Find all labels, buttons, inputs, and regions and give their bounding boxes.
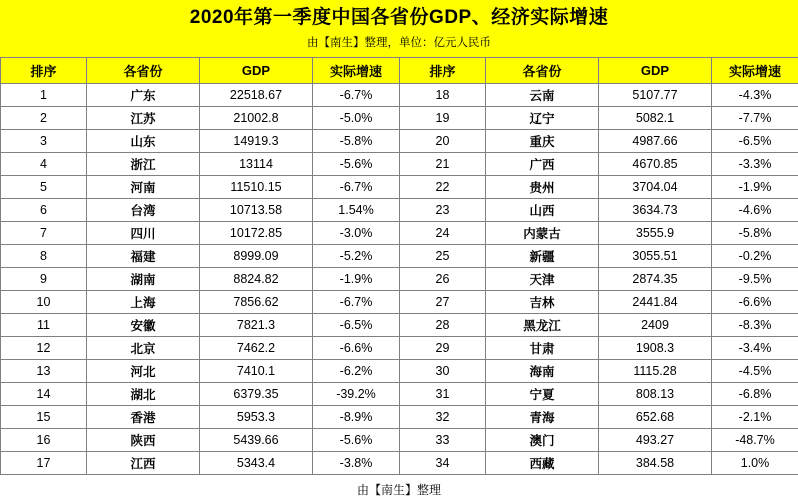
page-title: 2020年第一季度中国各省份GDP、经济实际增速 [0, 6, 798, 30]
cell-gdp-right: 1908.3 [599, 337, 712, 360]
cell-province-left: 福建 [87, 245, 200, 268]
cell-gdp-right: 2409 [599, 314, 712, 337]
cell-growth-right: -4.3% [712, 84, 798, 107]
cell-rank-right: 24 [400, 222, 486, 245]
cell-growth-right: -4.6% [712, 199, 798, 222]
cell-growth-right: -6.5% [712, 130, 798, 153]
cell-rank-left: 1 [1, 84, 87, 107]
cell-gdp-left: 8999.09 [200, 245, 313, 268]
cell-growth-left: -1.9% [313, 268, 400, 291]
cell-province-right: 重庆 [486, 130, 599, 153]
table-row [1, 337, 798, 360]
table-row [1, 107, 798, 130]
table-header-row [1, 58, 798, 84]
cell-province-left: 浙江 [87, 153, 200, 176]
cell-province-right: 澳门 [486, 429, 599, 452]
cell-province-left: 河北 [87, 360, 200, 383]
cell-province-right: 内蒙古 [486, 222, 599, 245]
table-row [1, 130, 798, 153]
subtitle-bar [0, 33, 798, 57]
cell-rank-left: 10 [1, 291, 87, 314]
cell-province-left: 香港 [87, 406, 200, 429]
cell-province-right: 吉林 [486, 291, 599, 314]
cell-growth-right: -3.3% [712, 153, 798, 176]
cell-province-left: 台湾 [87, 199, 200, 222]
cell-growth-right: -9.5% [712, 268, 798, 291]
cell-growth-right: -48.7% [712, 429, 798, 452]
cell-rank-right: 33 [400, 429, 486, 452]
cell-gdp-right: 384.58 [599, 452, 712, 475]
cell-rank-left: 3 [1, 130, 87, 153]
cell-rank-left: 5 [1, 176, 87, 199]
cell-rank-left: 7 [1, 222, 87, 245]
cell-rank-right: 31 [400, 383, 486, 406]
cell-gdp-left: 21002.8 [200, 107, 313, 130]
cell-gdp-left: 5953.3 [200, 406, 313, 429]
cell-province-left: 广东 [87, 84, 200, 107]
cell-rank-left: 14 [1, 383, 87, 406]
cell-growth-right: -3.4% [712, 337, 798, 360]
cell-gdp-left: 5343.4 [200, 452, 313, 475]
cell-rank-left: 4 [1, 153, 87, 176]
cell-province-right: 青海 [486, 406, 599, 429]
cell-rank-left: 9 [1, 268, 87, 291]
cell-gdp-right: 652.68 [599, 406, 712, 429]
table-row [1, 222, 798, 245]
column-header-province-left: 各省份 [87, 58, 200, 84]
cell-gdp-left: 6379.35 [200, 383, 313, 406]
cell-rank-left: 16 [1, 429, 87, 452]
cell-growth-left: -6.5% [313, 314, 400, 337]
cell-rank-right: 27 [400, 291, 486, 314]
cell-rank-left: 2 [1, 107, 87, 130]
column-header-province-right: 各省份 [486, 58, 599, 84]
cell-rank-right: 30 [400, 360, 486, 383]
cell-growth-left: -5.6% [313, 429, 400, 452]
cell-province-left: 上海 [87, 291, 200, 314]
cell-gdp-left: 10713.58 [200, 199, 313, 222]
cell-rank-left: 17 [1, 452, 87, 475]
cell-growth-right: -5.8% [712, 222, 798, 245]
table-row [1, 291, 798, 314]
cell-growth-left: -5.2% [313, 245, 400, 268]
table-body [1, 84, 798, 475]
cell-province-right: 宁夏 [486, 383, 599, 406]
cell-growth-right: -6.8% [712, 383, 798, 406]
cell-growth-left: -5.6% [313, 153, 400, 176]
column-header-rank-left: 排序 [1, 58, 87, 84]
cell-gdp-left: 11510.15 [200, 176, 313, 199]
table-row [1, 153, 798, 176]
cell-province-left: 陕西 [87, 429, 200, 452]
cell-growth-right: -8.3% [712, 314, 798, 337]
table-row [1, 360, 798, 383]
column-header-gdp-left: GDP [200, 58, 313, 84]
cell-province-left: 河南 [87, 176, 200, 199]
cell-province-left: 北京 [87, 337, 200, 360]
cell-gdp-left: 10172.85 [200, 222, 313, 245]
cell-province-left: 四川 [87, 222, 200, 245]
cell-rank-left: 6 [1, 199, 87, 222]
cell-growth-right: 1.0% [712, 452, 798, 475]
gdp-table [0, 57, 798, 475]
cell-growth-left: -8.9% [313, 406, 400, 429]
cell-rank-right: 34 [400, 452, 486, 475]
cell-gdp-right: 2874.35 [599, 268, 712, 291]
cell-gdp-right: 1115.28 [599, 360, 712, 383]
cell-province-left: 江苏 [87, 107, 200, 130]
cell-province-right: 山西 [486, 199, 599, 222]
cell-province-right: 广西 [486, 153, 599, 176]
cell-province-left: 江西 [87, 452, 200, 475]
cell-province-right: 甘肃 [486, 337, 599, 360]
cell-gdp-right: 2441.84 [599, 291, 712, 314]
cell-rank-right: 28 [400, 314, 486, 337]
cell-gdp-left: 5439.66 [200, 429, 313, 452]
cell-growth-right: -6.6% [712, 291, 798, 314]
cell-gdp-right: 3055.51 [599, 245, 712, 268]
cell-province-right: 辽宁 [486, 107, 599, 130]
cell-province-right: 云南 [486, 84, 599, 107]
cell-gdp-left: 8824.82 [200, 268, 313, 291]
cell-gdp-right: 4670.85 [599, 153, 712, 176]
cell-province-right: 海南 [486, 360, 599, 383]
cell-province-left: 安徽 [87, 314, 200, 337]
page-subtitle: 由【南生】整理，单位：亿元人民币 [0, 35, 798, 51]
table-row [1, 84, 798, 107]
cell-rank-right: 21 [400, 153, 486, 176]
table-row [1, 314, 798, 337]
cell-rank-right: 29 [400, 337, 486, 360]
cell-rank-right: 18 [400, 84, 486, 107]
cell-gdp-right: 5107.77 [599, 84, 712, 107]
cell-gdp-left: 7462.2 [200, 337, 313, 360]
cell-gdp-right: 3704.04 [599, 176, 712, 199]
table-row [1, 406, 798, 429]
cell-growth-left: -6.2% [313, 360, 400, 383]
cell-gdp-right: 5082.1 [599, 107, 712, 130]
cell-growth-left: -5.0% [313, 107, 400, 130]
cell-rank-right: 22 [400, 176, 486, 199]
cell-growth-left: -3.0% [313, 222, 400, 245]
cell-province-right: 天津 [486, 268, 599, 291]
cell-growth-right: -1.9% [712, 176, 798, 199]
cell-province-right: 西藏 [486, 452, 599, 475]
cell-growth-left: -6.6% [313, 337, 400, 360]
cell-province-right: 贵州 [486, 176, 599, 199]
cell-growth-left: 1.54% [313, 199, 400, 222]
column-header-gdp-right: GDP [599, 58, 712, 84]
cell-rank-left: 12 [1, 337, 87, 360]
table-row [1, 452, 798, 475]
cell-gdp-right: 4987.66 [599, 130, 712, 153]
cell-gdp-left: 22518.67 [200, 84, 313, 107]
cell-growth-left: -39.2% [313, 383, 400, 406]
footer-credit: 由【南生】整理 [0, 475, 798, 498]
column-header-growth-left: 实际增速 [313, 58, 400, 84]
cell-province-right: 黑龙江 [486, 314, 599, 337]
table-row [1, 176, 798, 199]
cell-rank-right: 32 [400, 406, 486, 429]
cell-growth-right: -7.7% [712, 107, 798, 130]
cell-growth-left: -5.8% [313, 130, 400, 153]
table-row [1, 268, 798, 291]
cell-province-left: 湖北 [87, 383, 200, 406]
table-row [1, 199, 798, 222]
table-row [1, 383, 798, 406]
cell-gdp-right: 493.27 [599, 429, 712, 452]
cell-rank-right: 26 [400, 268, 486, 291]
cell-gdp-right: 3555.9 [599, 222, 712, 245]
cell-growth-right: -4.5% [712, 360, 798, 383]
cell-growth-left: -6.7% [313, 84, 400, 107]
cell-province-left: 湖南 [87, 268, 200, 291]
cell-gdp-left: 7821.3 [200, 314, 313, 337]
cell-growth-right: -2.1% [712, 406, 798, 429]
cell-rank-right: 20 [400, 130, 486, 153]
title-bar [0, 0, 798, 33]
cell-growth-left: -6.7% [313, 291, 400, 314]
cell-rank-left: 13 [1, 360, 87, 383]
cell-growth-right: -0.2% [712, 245, 798, 268]
table-row [1, 429, 798, 452]
cell-rank-right: 23 [400, 199, 486, 222]
cell-rank-left: 8 [1, 245, 87, 268]
cell-rank-left: 11 [1, 314, 87, 337]
cell-gdp-left: 7410.1 [200, 360, 313, 383]
cell-gdp-left: 13114 [200, 153, 313, 176]
column-header-rank-right: 排序 [400, 58, 486, 84]
table-row [1, 245, 798, 268]
cell-gdp-right: 3634.73 [599, 199, 712, 222]
column-header-growth-right: 实际增速 [712, 58, 798, 84]
cell-gdp-left: 7856.62 [200, 291, 313, 314]
cell-rank-right: 19 [400, 107, 486, 130]
cell-gdp-left: 14919.3 [200, 130, 313, 153]
cell-gdp-right: 808.13 [599, 383, 712, 406]
cell-rank-left: 15 [1, 406, 87, 429]
cell-province-left: 山东 [87, 130, 200, 153]
cell-growth-left: -3.8% [313, 452, 400, 475]
cell-rank-right: 25 [400, 245, 486, 268]
cell-growth-left: -6.7% [313, 176, 400, 199]
cell-province-right: 新疆 [486, 245, 599, 268]
